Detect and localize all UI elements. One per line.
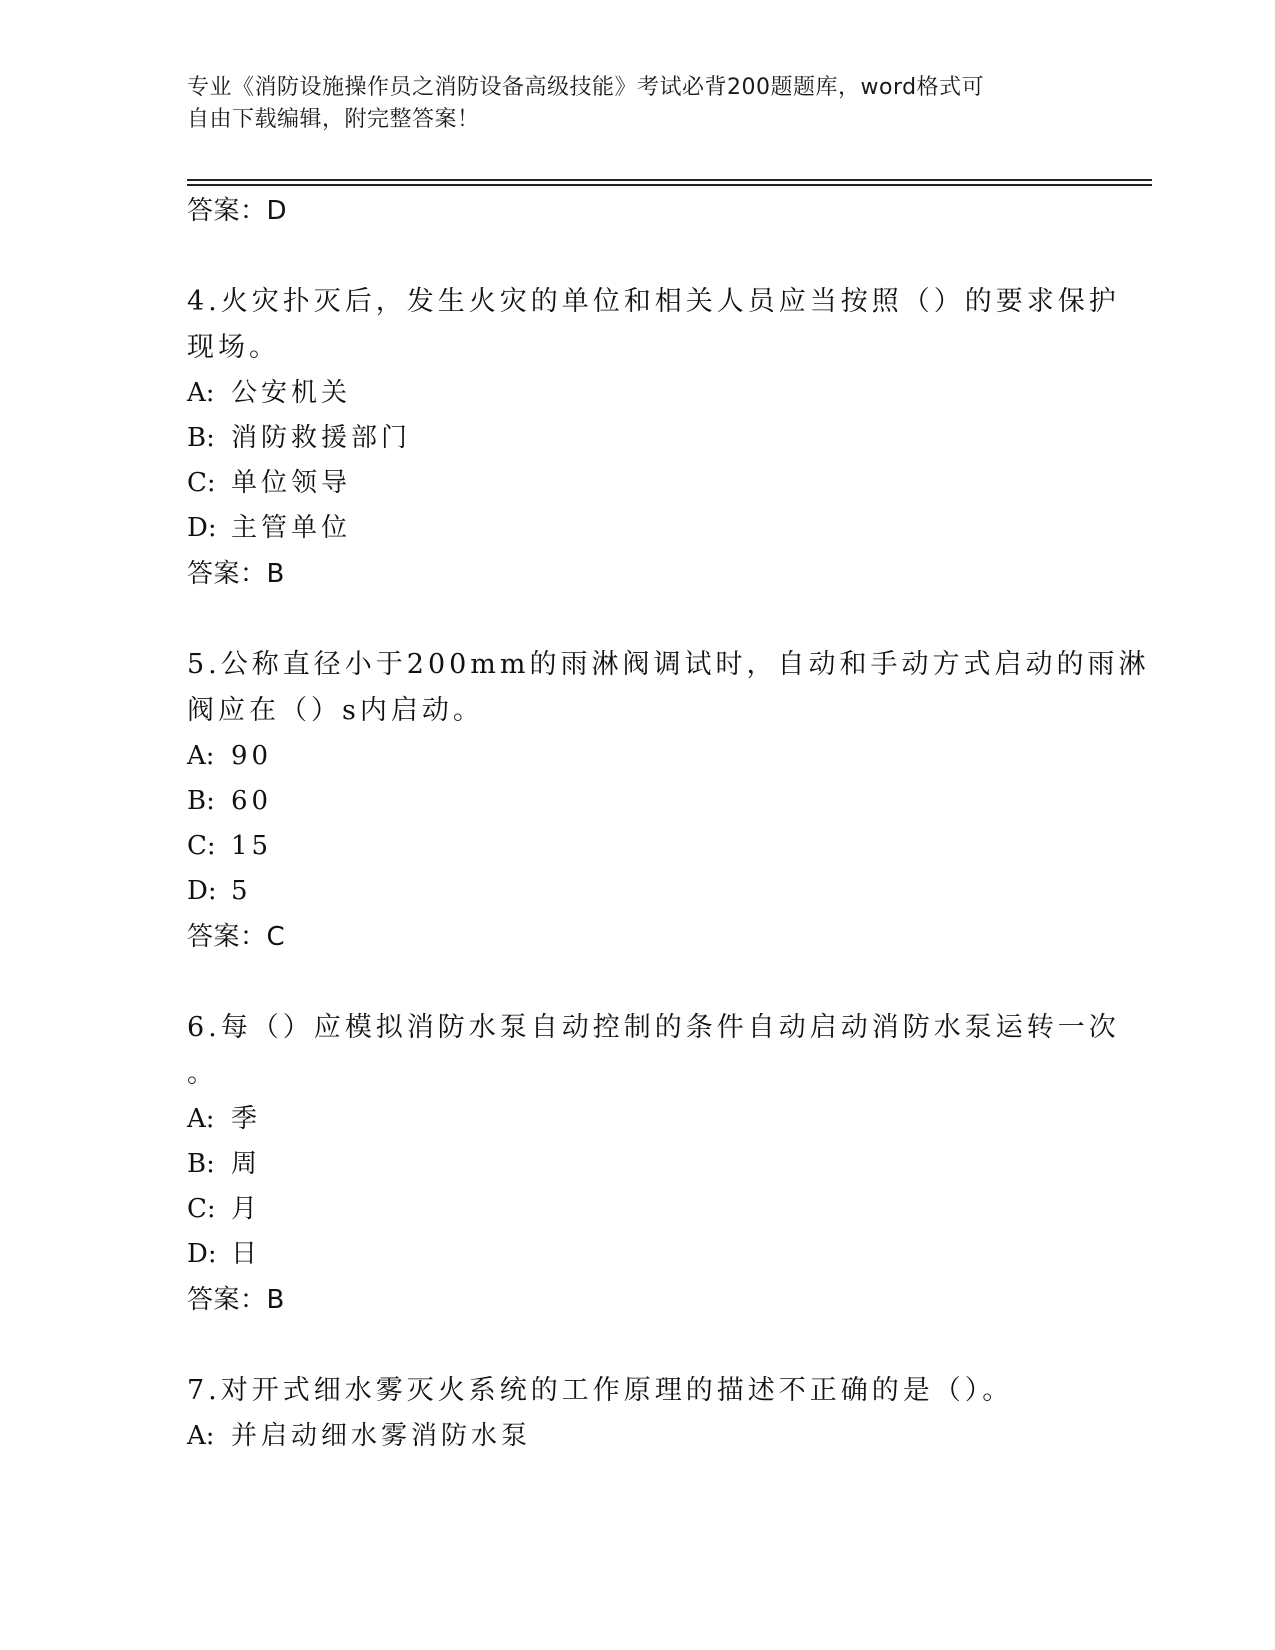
option-key: B:: [187, 786, 215, 816]
answer-line: 答案：B: [187, 559, 285, 589]
option-key: D:: [187, 876, 217, 906]
option-key: C:: [187, 468, 216, 498]
option-a: [187, 734, 1087, 779]
option-text: 月: [231, 1194, 262, 1224]
header-line-2: 自由下载编辑，附完整答案！: [187, 107, 480, 132]
option-key: A:: [187, 1104, 215, 1134]
option-text: 日: [231, 1239, 262, 1269]
question-stem: [187, 1005, 1120, 1097]
option-b: [187, 416, 1087, 461]
option-key: D:: [187, 1239, 217, 1269]
option-text: 季: [231, 1104, 262, 1134]
option-c: [187, 824, 1087, 869]
question-stem-line: 现场。: [187, 332, 280, 363]
question-stem-line: 4.火灾扑灭后，发生火灾的单位和相关人员应当按照（）的要求保护: [187, 286, 1120, 317]
question-6: [187, 1005, 1120, 1323]
option-text: 5: [231, 876, 252, 906]
option-d: [187, 869, 1087, 914]
option-a: [187, 1414, 1087, 1459]
option-text: 90: [231, 741, 273, 771]
option-key: B:: [187, 1149, 215, 1179]
option-d: [187, 506, 1087, 551]
question-4: [187, 279, 1120, 597]
question-stem-line: 7.对开式细水雾灭火系统的工作原理的描述不正确的是（）。: [187, 1375, 1014, 1406]
answer-line: 答案：D: [187, 196, 288, 226]
option-key: A:: [187, 741, 215, 771]
answer-line: 答案：B: [187, 1285, 285, 1315]
option-b: [187, 779, 1087, 824]
option-key: C:: [187, 1194, 216, 1224]
header-line-1: 专业《消防设施操作员之消防设备高级技能》考试必背200题题库，word格式可: [187, 75, 985, 100]
question-stem: [187, 279, 1120, 371]
question-5: [187, 642, 1150, 960]
document-header: [187, 72, 1067, 136]
question-list: [187, 188, 1150, 1459]
option-text: 15: [231, 831, 273, 861]
option-key: A:: [187, 1421, 215, 1451]
question-stem-line: 6.每（）应模拟消防水泵自动控制的条件自动启动消防水泵运转一次: [187, 1012, 1120, 1043]
question-stem: [187, 1368, 1057, 1414]
option-text: 主管单位: [231, 513, 352, 543]
option-text: 并启动细水雾消防水泵: [231, 1421, 532, 1451]
option-c: [187, 461, 1087, 506]
question-stem: [187, 642, 1150, 734]
option-a: [187, 1097, 1087, 1142]
option-key: A:: [187, 378, 215, 408]
option-text: 单位领导: [231, 468, 352, 498]
header-divider-top: [187, 179, 1152, 181]
option-key: B:: [187, 423, 215, 453]
question-stem-line: 5.公称直径小于200mm的雨淋阀调试时，自动和手动方式启动的雨淋: [187, 649, 1150, 680]
option-key: C:: [187, 831, 216, 861]
question-7: [187, 1368, 1087, 1459]
option-text: 60: [231, 786, 273, 816]
answer-line: 答案：C: [187, 922, 286, 952]
header-divider-bottom: [187, 184, 1152, 186]
option-c: [187, 1187, 1087, 1232]
question-stem-line: 。: [187, 1058, 218, 1089]
option-text: 公安机关: [231, 378, 352, 408]
question-stem-line: 阀应在（）s内启动。: [187, 695, 484, 726]
option-text: 消防救援部门: [231, 423, 412, 453]
option-b: [187, 1142, 1087, 1187]
option-text: 周: [231, 1149, 262, 1179]
option-a: [187, 371, 1087, 416]
option-key: D:: [187, 513, 217, 543]
option-d: [187, 1232, 1087, 1277]
